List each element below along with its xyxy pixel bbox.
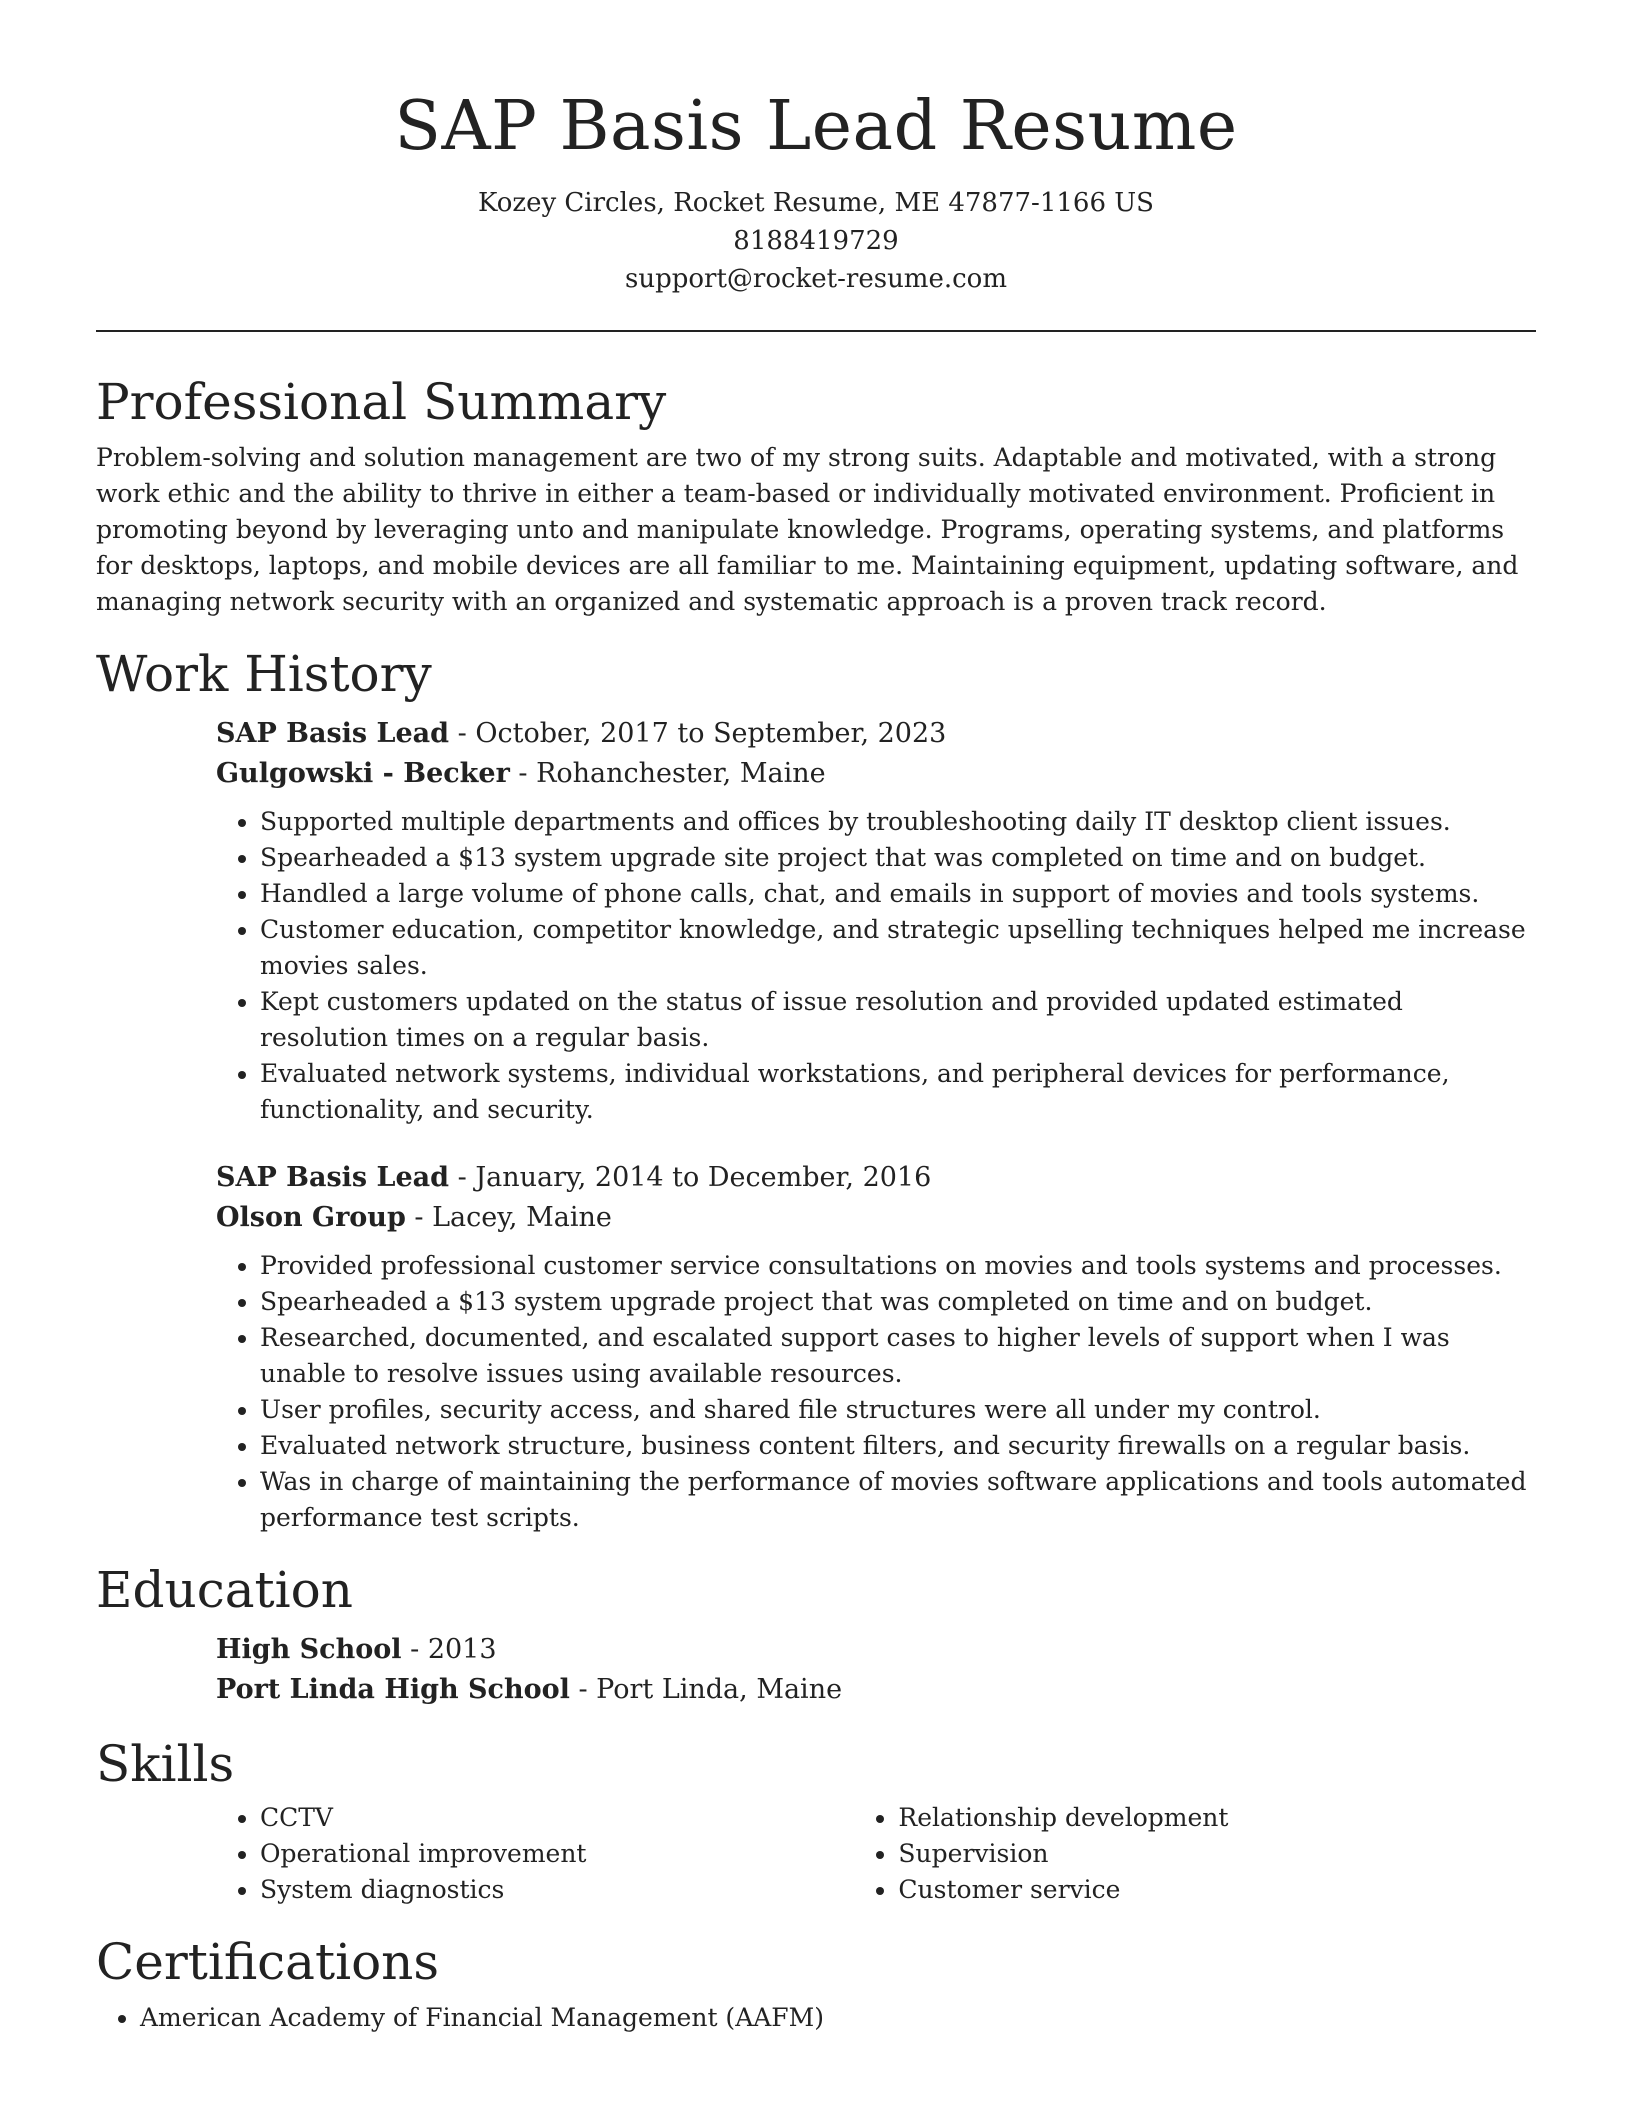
job-bullets — [216, 804, 1536, 1128]
list-item: • Supported multiple departments and offices by troubleshooting daily IT desktop client issues. — [260, 804, 1536, 840]
summary-text: Problem-solving and solution management are two of my strong suits. Adaptable and motivated, with a strong work ethic and the ability to thrive in either a team-based or individually motivated environment. Proficient in promoting beyond by leveraging unto and manipulate knowledge. Programs, operating systems, and platforms for desktops, laptops, and mobile devices are all familiar to me. Maintaining equipment, updating software, and managing network security with an organized and systematic approach is a proven track record. — [96, 443, 1519, 616]
job-company: Gulgowski - Becker — [216, 758, 510, 789]
skills-section — [96, 1732, 1536, 1908]
list-item: • Evaluated network systems, individual workstations, and peripheral devices for performance, functionality, and security. — [260, 1056, 1536, 1128]
job-dates: - January, 2014 to December, 2016 — [449, 1162, 932, 1193]
summary-section — [96, 370, 1536, 620]
certifications-list — [96, 2000, 1536, 2036]
education-school: Port Linda High School — [216, 1674, 570, 1705]
job-role: SAP Basis Lead — [216, 718, 450, 749]
certifications-section — [96, 1930, 1536, 2036]
contact-email: support@rocket-resume.com — [624, 264, 1007, 294]
job-company: Olson Group — [216, 1202, 406, 1233]
job-company-line — [216, 754, 1536, 794]
education-school-line — [216, 1670, 1536, 1710]
skills-columns — [216, 1800, 1536, 1908]
list-item: • Customer education, competitor knowledge, and strategic upselling techniques helped me increase movies sales. — [260, 912, 1536, 984]
list-item: • Supervision — [898, 1836, 1536, 1872]
list-item: • Researched, documented, and escalated support cases to higher levels of support when I was unable to resolve issues using available resources. — [260, 1320, 1536, 1392]
list-item: • Handled a large volume of phone calls, chat, and emails in support of movies and tools systems. — [260, 876, 1536, 912]
list-item: • Operational improvement — [260, 1836, 854, 1872]
job-entry — [216, 1158, 1536, 1536]
education-location: - Port Linda, Maine — [569, 1674, 843, 1705]
certifications-heading: Certifications — [96, 1933, 440, 1991]
list-item: • Customer service — [898, 1872, 1536, 1908]
list-item: • Spearheaded a $13 system upgrade project that was completed on time and on budget. — [260, 1284, 1536, 1320]
resume-header — [96, 0, 1536, 298]
contact-address: Kozey Circles, Rocket Resume, ME 47877-1166 US — [478, 188, 1154, 218]
job-location: - Lacey, Maine — [405, 1202, 612, 1233]
education-heading: Education — [96, 1561, 353, 1619]
education-section — [96, 1558, 1536, 1710]
resume-title: SAP Basis Lead Resume — [394, 87, 1238, 166]
work-history-section — [96, 642, 1536, 1536]
education-degree-line — [216, 1630, 1536, 1670]
list-item: • Provided professional customer service consultations on movies and tools systems and processes. — [260, 1248, 1536, 1284]
work-history-heading: Work History — [96, 645, 432, 703]
job-company-line — [216, 1198, 1536, 1238]
summary-heading: Professional Summary — [96, 373, 667, 431]
job-title-line — [216, 1158, 1536, 1198]
list-item: • Relationship development — [898, 1800, 1536, 1836]
resume-page — [96, 0, 1536, 2036]
list-item: • Evaluated network structure, business content filters, and security firewalls on a regular basis. — [260, 1428, 1536, 1464]
job-bullets — [216, 1248, 1536, 1536]
skills-heading: Skills — [96, 1735, 235, 1793]
job-role: SAP Basis Lead — [216, 1162, 450, 1193]
list-item: • Kept customers updated on the status of issue resolution and provided updated estimated resolution times on a regular basis. — [260, 984, 1536, 1056]
education-degree: High School — [216, 1634, 402, 1665]
list-item: • System diagnostics — [260, 1872, 854, 1908]
list-item: • CCTV — [260, 1800, 854, 1836]
list-item: • American Academy of Financial Management (AAFM) — [140, 2000, 1536, 2036]
job-dates: - October, 2017 to September, 2023 — [449, 718, 947, 749]
job-entry — [216, 714, 1536, 1128]
skills-list-right — [854, 1800, 1536, 1908]
list-item: • Was in charge of maintaining the performance of movies software applications and tools automated performance test scripts. — [260, 1464, 1536, 1536]
job-title-line — [216, 714, 1536, 754]
list-item: • User profiles, security access, and shared file structures were all under my control. — [260, 1392, 1536, 1428]
job-location: - Rohanchester, Maine — [509, 758, 826, 789]
education-year: - 2013 — [401, 1634, 497, 1665]
list-item: • Spearheaded a $13 system upgrade site project that was completed on time and on budget. — [260, 840, 1536, 876]
header-divider — [96, 330, 1536, 332]
contact-info — [96, 184, 1536, 298]
contact-phone: 8188419729 — [733, 226, 899, 256]
education-entry — [216, 1630, 1536, 1710]
skills-list-left — [216, 1800, 854, 1908]
